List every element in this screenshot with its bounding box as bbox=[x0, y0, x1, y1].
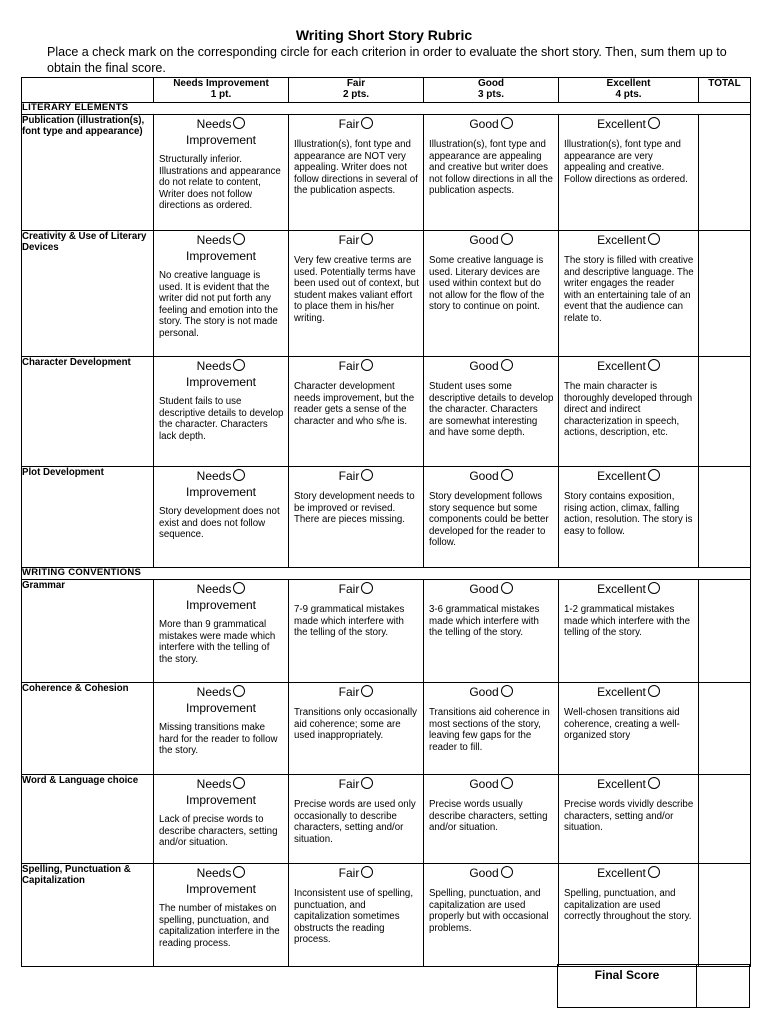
cell-needs bbox=[154, 864, 289, 967]
criterion-description: The story is filled with creative and descriptive language. The writer engages the reader with an entertaining tale of an event that the audience can relate to. bbox=[564, 255, 694, 324]
check-circle-icon[interactable] bbox=[501, 582, 513, 594]
cell-needs bbox=[154, 467, 289, 568]
rubric-row bbox=[22, 683, 751, 775]
final-score-label: Final Score bbox=[557, 964, 697, 1008]
header-total: TOTAL bbox=[699, 78, 751, 103]
needs-label: Needs bbox=[196, 866, 232, 880]
criterion-description: Spelling, punctuation, and capitalization are used correctly throughout the story. bbox=[564, 888, 692, 922]
cell-excellent bbox=[559, 231, 699, 357]
cell-fair bbox=[289, 775, 424, 864]
criterion-description: Some creative language is used. Literary devices are used within context but do not allow for the flow of the story to continue on point. bbox=[429, 255, 545, 312]
check-circle-icon[interactable] bbox=[501, 866, 513, 878]
total-cell[interactable] bbox=[699, 357, 751, 467]
fair-label: Fair bbox=[338, 582, 360, 596]
header-fair: Fair 2 pts. bbox=[289, 78, 424, 103]
check-circle-icon[interactable] bbox=[501, 359, 513, 371]
check-circle-icon[interactable] bbox=[648, 582, 660, 594]
total-cell[interactable] bbox=[699, 864, 751, 967]
criterion-label: Creativity & Use of Literary Devices bbox=[22, 231, 154, 357]
header-row bbox=[22, 78, 751, 103]
cell-needs bbox=[154, 775, 289, 864]
cell-good bbox=[424, 357, 559, 467]
needs-label-line2: Improvement bbox=[185, 485, 257, 499]
check-circle-icon[interactable] bbox=[233, 582, 245, 594]
criterion-description: Precise words usually describe characters, setting and/or situation. bbox=[429, 799, 548, 833]
cell-needs bbox=[154, 115, 289, 231]
criterion-description: Spelling, punctuation, and capitalization are used properly but with occasional problems. bbox=[429, 888, 549, 934]
section-writing-conventions bbox=[22, 568, 751, 580]
rubric-row bbox=[22, 467, 751, 568]
check-circle-icon[interactable] bbox=[361, 685, 373, 697]
cell-excellent bbox=[559, 357, 699, 467]
final-score-box[interactable] bbox=[697, 964, 750, 1008]
criterion-description: Student fails to use descriptive details to develop the character. Characters lack depth. bbox=[159, 396, 284, 442]
total-cell[interactable] bbox=[699, 231, 751, 357]
fair-label: Fair bbox=[338, 469, 360, 483]
check-circle-icon[interactable] bbox=[648, 685, 660, 697]
criterion-description: Missing transitions make hard for the reader to follow the story. bbox=[159, 722, 278, 756]
needs-label: Needs bbox=[196, 685, 232, 699]
fair-label: Fair bbox=[338, 233, 360, 247]
cell-fair bbox=[289, 115, 424, 231]
check-circle-icon[interactable] bbox=[501, 777, 513, 789]
cell-excellent bbox=[559, 580, 699, 683]
check-circle-icon[interactable] bbox=[233, 117, 245, 129]
excellent-label: Excellent bbox=[597, 233, 646, 247]
needs-label: Needs bbox=[196, 117, 232, 131]
cell-excellent bbox=[559, 864, 699, 967]
cell-excellent bbox=[559, 115, 699, 231]
criterion-description: The number of mistakes on spelling, punctuation, and capitalization interfere in the reading process. bbox=[159, 903, 280, 949]
instructions: Place a check mark on the corresponding circle for each criterion in order to evaluate the short story. Then, sum them up to obtain the final score. bbox=[47, 45, 727, 75]
rubric-table bbox=[21, 77, 751, 967]
check-circle-icon[interactable] bbox=[361, 777, 373, 789]
good-label: Good bbox=[469, 777, 499, 791]
rubric-row bbox=[22, 580, 751, 683]
criterion-description: Character development needs improvement, but the reader gets a sense of the character and who s/he is. bbox=[294, 381, 415, 427]
cell-good bbox=[424, 864, 559, 967]
good-label: Good bbox=[469, 469, 499, 483]
cell-excellent bbox=[559, 683, 699, 775]
criterion-label: Word & Language choice bbox=[22, 775, 154, 864]
total-cell[interactable] bbox=[699, 115, 751, 231]
cell-excellent bbox=[559, 467, 699, 568]
check-circle-icon[interactable] bbox=[233, 685, 245, 697]
cell-fair bbox=[289, 864, 424, 967]
criterion-description: Story development follows story sequence but some components could be better developed for the reader to follow. bbox=[429, 491, 549, 548]
total-cell[interactable] bbox=[699, 683, 751, 775]
criterion-description: Story contains exposition, rising action, climax, falling action, resolution. The story is easy to follow. bbox=[564, 491, 693, 537]
excellent-label: Excellent bbox=[597, 777, 646, 791]
excellent-label: Excellent bbox=[597, 582, 646, 596]
check-circle-icon[interactable] bbox=[233, 359, 245, 371]
cell-fair bbox=[289, 357, 424, 467]
cell-good bbox=[424, 231, 559, 357]
page-title: Writing Short Story Rubric bbox=[295, 27, 473, 43]
header-good: Good 3 pts. bbox=[424, 78, 559, 103]
criterion-label: Plot Development bbox=[22, 467, 154, 568]
good-label: Good bbox=[469, 359, 499, 373]
cell-fair bbox=[289, 580, 424, 683]
rubric-row bbox=[22, 864, 751, 967]
criterion-label: Grammar bbox=[22, 580, 154, 683]
criterion-description: Transitions only occasionally aid coherence; some are used inappropriately. bbox=[294, 707, 417, 741]
excellent-label: Excellent bbox=[597, 117, 646, 131]
good-label: Good bbox=[469, 866, 499, 880]
criterion-description: Transitions aid coherence in most sections of the story, leaving few gaps for the reader to fill. bbox=[429, 707, 550, 753]
check-circle-icon[interactable] bbox=[501, 117, 513, 129]
cell-fair bbox=[289, 467, 424, 568]
cell-needs bbox=[154, 357, 289, 467]
needs-label-line2: Improvement bbox=[185, 249, 257, 263]
criterion-description: Structurally inferior. Illustrations and appearance do not relate to content, Writer does not follow directions as ordered. bbox=[159, 154, 281, 211]
check-circle-icon[interactable] bbox=[501, 469, 513, 481]
rubric-row bbox=[22, 775, 751, 864]
needs-label-line2: Improvement bbox=[185, 598, 257, 612]
excellent-label: Excellent bbox=[597, 469, 646, 483]
cell-good bbox=[424, 467, 559, 568]
check-circle-icon[interactable] bbox=[361, 866, 373, 878]
header-needs: Needs Improvement 1 pt. bbox=[154, 78, 289, 103]
needs-label: Needs bbox=[196, 777, 232, 791]
check-circle-icon[interactable] bbox=[233, 777, 245, 789]
rubric-row bbox=[22, 357, 751, 467]
check-circle-icon[interactable] bbox=[648, 117, 660, 129]
header-excellent: Excellent 4 pts. bbox=[559, 78, 699, 103]
cell-fair bbox=[289, 231, 424, 357]
check-circle-icon[interactable] bbox=[361, 469, 373, 481]
criterion-description: The main character is thoroughly developed through direct and indirect characterization in speech, actions, description, etc. bbox=[564, 381, 693, 438]
fair-label: Fair bbox=[338, 777, 360, 791]
check-circle-icon[interactable] bbox=[648, 866, 660, 878]
criterion-description: Lack of precise words to describe characters, setting and/or situation. bbox=[159, 814, 278, 848]
criterion-description: More than 9 grammatical mistakes were made which interfere with the telling of the story. bbox=[159, 619, 276, 665]
total-cell[interactable] bbox=[699, 775, 751, 864]
total-cell[interactable] bbox=[699, 580, 751, 683]
fair-label: Fair bbox=[338, 359, 360, 373]
cell-good bbox=[424, 683, 559, 775]
cell-good bbox=[424, 775, 559, 864]
criterion-label: Character Development bbox=[22, 357, 154, 467]
needs-label-line2: Improvement bbox=[185, 793, 257, 807]
check-circle-icon[interactable] bbox=[648, 233, 660, 245]
criterion-description: Story development does not exist and does not follow sequence. bbox=[159, 506, 280, 540]
section-heading: LITERARY ELEMENTS bbox=[22, 103, 751, 115]
check-circle-icon[interactable] bbox=[501, 233, 513, 245]
cell-good bbox=[424, 115, 559, 231]
cell-fair bbox=[289, 683, 424, 775]
needs-label: Needs bbox=[196, 469, 232, 483]
rubric-row bbox=[22, 115, 751, 231]
fair-label: Fair bbox=[338, 685, 360, 699]
check-circle-icon[interactable] bbox=[233, 469, 245, 481]
check-circle-icon[interactable] bbox=[233, 233, 245, 245]
criterion-description: Illustration(s), font type and appearance are appealing and creative but writer does not follow directions in all the publication aspects. bbox=[429, 139, 553, 196]
cell-needs bbox=[154, 683, 289, 775]
criterion-description: Inconsistent use of spelling, punctuation, and capitalization sometimes obstructs the reading process. bbox=[294, 888, 414, 945]
criterion-description: Precise words vividly describe characters, setting and/or situation. bbox=[564, 799, 694, 833]
criterion-description: No creative language is used. It is evident that the writer did not put forth any feeling and emotion into the story. The story is not made personal. bbox=[159, 270, 279, 339]
good-label: Good bbox=[469, 685, 499, 699]
fair-label: Fair bbox=[338, 117, 360, 131]
check-circle-icon[interactable] bbox=[501, 685, 513, 697]
good-label: Good bbox=[469, 117, 499, 131]
criterion-description: Well-chosen transitions aid coherence, creating a well-organized story bbox=[564, 707, 680, 741]
cell-needs bbox=[154, 580, 289, 683]
excellent-label: Excellent bbox=[597, 685, 646, 699]
criterion-description: Precise words are used only occasionally to describe characters, setting and/or situation. bbox=[294, 799, 416, 845]
check-circle-icon[interactable] bbox=[361, 117, 373, 129]
criterion-label: Coherence & Cohesion bbox=[22, 683, 154, 775]
check-circle-icon[interactable] bbox=[233, 866, 245, 878]
criterion-description: 7-9 grammatical mistakes made which interfere with the telling of the story. bbox=[294, 604, 405, 638]
criterion-description: 1-2 grammatical mistakes made which interfere with the telling of the story. bbox=[564, 604, 690, 638]
criterion-description: Illustration(s), font type and appearance are very appealing and creative. Follow directions as ordered. bbox=[564, 139, 688, 185]
header-criterion bbox=[22, 78, 154, 103]
excellent-label: Excellent bbox=[597, 359, 646, 373]
rubric-row bbox=[22, 231, 751, 357]
criterion-description: 3-6 grammatical mistakes made which interfere with the telling of the story. bbox=[429, 604, 540, 638]
needs-label-line2: Improvement bbox=[185, 133, 257, 147]
cell-excellent bbox=[559, 775, 699, 864]
check-circle-icon[interactable] bbox=[648, 469, 660, 481]
good-label: Good bbox=[469, 233, 499, 247]
check-circle-icon[interactable] bbox=[361, 233, 373, 245]
check-circle-icon[interactable] bbox=[648, 777, 660, 789]
criterion-label: Spelling, Punctuation & Capitalization bbox=[22, 864, 154, 967]
criterion-label: Publication (illustration(s), font type and appearance) bbox=[22, 115, 154, 231]
needs-label-line2: Improvement bbox=[185, 882, 257, 896]
excellent-label: Excellent bbox=[597, 866, 646, 880]
cell-needs bbox=[154, 231, 289, 357]
criterion-description: Student uses some descriptive details to develop the character. Characters are somewhat interesting and have some depth. bbox=[429, 381, 554, 438]
section-literary-elements bbox=[22, 103, 751, 115]
check-circle-icon[interactable] bbox=[648, 359, 660, 371]
section-heading: WRITING CONVENTIONS bbox=[22, 568, 751, 580]
criterion-description: Illustration(s), font type and appearance are NOT very appealing. Writer does not follow directions in several of the publication aspects. bbox=[294, 139, 418, 196]
needs-label: Needs bbox=[196, 233, 232, 247]
needs-label: Needs bbox=[196, 582, 232, 596]
criterion-description: Story development needs to be improved or revised. There are pieces missing. bbox=[294, 491, 415, 525]
criterion-description: Very few creative terms are used. Potentially terms have been used out of context, but student makes valiant effort to place them in his/her writing. bbox=[294, 255, 419, 324]
check-circle-icon[interactable] bbox=[361, 582, 373, 594]
total-cell[interactable] bbox=[699, 467, 751, 568]
fair-label: Fair bbox=[338, 866, 360, 880]
good-label: Good bbox=[469, 582, 499, 596]
needs-label-line2: Improvement bbox=[185, 375, 257, 389]
needs-label: Needs bbox=[196, 359, 232, 373]
check-circle-icon[interactable] bbox=[361, 359, 373, 371]
needs-label-line2: Improvement bbox=[185, 701, 257, 715]
cell-good bbox=[424, 580, 559, 683]
